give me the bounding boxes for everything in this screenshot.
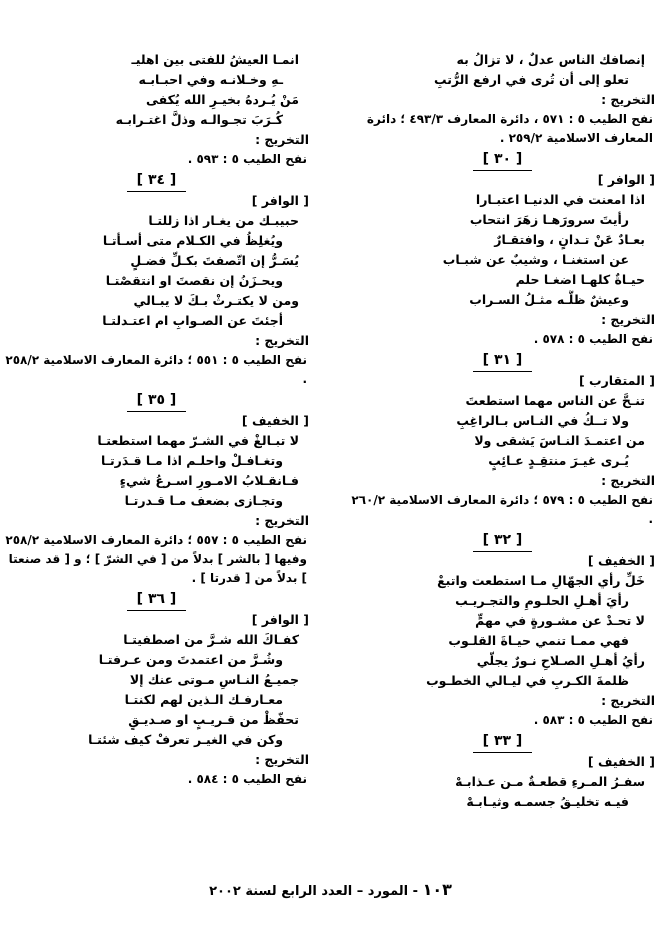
source-citation: نفح الطيب ٥ : ٥٨٤ .: [187, 772, 307, 786]
verse-line: فيـه تخليـقُ جسمـه وثيـابـهْ: [466, 794, 629, 809]
source-citation: نفح الطيب ٥ : ٥٨٣ .: [533, 713, 653, 727]
verse-line: ولا تــكُ في النـاس بـالراغِبِ: [456, 413, 629, 428]
source-citation: نفح الطيب ٥ : ٥٧٩ ؛ دائرة المعارف الاسلامية ٢٦٠/٢ .: [351, 493, 653, 526]
verse-line: تنـحَّ عن الناس مهما استطعتَ: [465, 393, 645, 408]
takhrij-label: التخريج :: [255, 513, 309, 528]
poem-number-33: [ ٣٣ ]: [350, 730, 655, 752]
takhrij-label: التخريج :: [255, 752, 309, 767]
verse-line: بعـادٌ عَنْ تـدانٍ ، وافتقـارٌ: [494, 232, 645, 247]
source-citation: نفح الطيب ٥ : ٥٧١ ، دائرة المعارف ٤٩٣/٣ ؛ دائرة المعارف الاسلامية ٢٥٩/٢ .: [366, 112, 653, 145]
verse-line: انمـا العيشُ للفتى بين اهليـ: [131, 52, 299, 67]
verse-line: رأيَ أهـلِ الحلـومِ والتجـريـب: [455, 593, 629, 608]
page-footer: [0, 880, 661, 902]
meter-label: [ الخفيف ]: [587, 754, 655, 769]
verse-line: ويحـزَنُ إن نقصتَ او انتقصْتـا: [105, 273, 283, 288]
verse-line: فهي ممـا تنمي حيـاةَ القلـوب: [448, 633, 629, 648]
verse-line: مَنْ يُـردهُ بخيـرِ الله يُكفى: [145, 92, 299, 107]
meter-label: [ الوافر ]: [597, 172, 655, 187]
verse-line: وعيشٌ ظلُّـه مثـلُ السـراب: [469, 292, 629, 307]
left-column: [4, 50, 309, 789]
verse-line: ومن لا يكتـرثْ بـكَ لا يبـالي: [133, 293, 299, 308]
verse-line: سفـرُ المـرءِ قطعـةٌ مـن عـذابـهْ: [455, 774, 645, 789]
verse-line: فـانقـلابُ الامـورِ اسـرعُ شيءٍ: [119, 473, 299, 488]
poem-number-32: [ ٣٢ ]: [350, 529, 655, 551]
verse-line: إنصافك الناس عدلٌ ، لا تزالُ به: [456, 52, 645, 67]
verse-line: خَلِّ رأي الجهّالِ مـا استطعت واتبعْ: [437, 573, 645, 588]
takhrij-label: التخريج :: [601, 312, 655, 327]
source-citation: نفح الطيب ٥ : ٥٩٣ .: [187, 152, 307, 166]
right-column: [350, 50, 655, 812]
source-citation: نفح الطيب ٥ : ٥٥٧ ؛ دائرة المعارف الاسلامية ٢٥٨/٢ وفيها [ بالشر ] بدلاً من [ في الشرّ ] ؛ و [ قد صنعتا ] بدلاً من [ قدرتا ] .: [5, 533, 307, 585]
poem-number-30: [ ٣٠ ]: [350, 148, 655, 170]
verse-line: اذا امعنت في الدنيـا اعتبـارا: [475, 192, 645, 207]
verse-line: رأيُ أهـلِ الصـلاحِ نـورٌ يجلّي: [476, 653, 645, 668]
verse-line: حبيبـك من يغـار اذا زللتـا: [148, 213, 299, 228]
journal-name: المورد – العدد الرابع لسنة ٢٠٠٢: [209, 884, 409, 899]
meter-label: [ المتقارب ]: [578, 373, 655, 388]
verse-line: وتجـازى بضعف مـا قـدرتـا: [124, 493, 283, 508]
verse-line: لا تحـدْ عن مشـورةٍ في مهمٍّ: [475, 613, 645, 628]
verse-line: يُـرى غيـرَ منتقِـدٍ عـائِبٍ: [488, 453, 629, 468]
verse-line: ظلمةَ الكـربِ في ليـالي الخطـوب: [426, 673, 629, 688]
takhrij-label: التخريج :: [601, 473, 655, 488]
verse-line: تحفّظْ من قـريـبٍ او صـديـقٍ: [128, 712, 299, 727]
verse-line: رأيتَ سرورَهـا زهَرَ انتحاب: [469, 212, 629, 227]
page-number: ١٠٣: [422, 880, 452, 899]
meter-label: [ الوافر ]: [251, 612, 309, 627]
takhrij-label: التخريج :: [255, 333, 309, 348]
meter-label: [ الوافر ]: [251, 193, 309, 208]
verse-line: ـهِ وخـلانـه وفي احبـابـه: [138, 72, 283, 87]
verse-line: أجئتَ عن الصـوابِ ام اعتـدلتـا: [102, 313, 283, 328]
poem-number-35: [ ٣٥ ]: [4, 389, 309, 411]
verse-line: من اعتمـدَ النـاسَ يَشقى ولا: [474, 433, 645, 448]
verse-line: حيـاةٌ كلهـا اضغـا حلم: [515, 272, 645, 287]
source-citation: نفح الطيب ٥ : ٥٧٨ .: [533, 332, 653, 346]
poem-number-31: [ ٣١ ]: [350, 349, 655, 371]
verse-line: عن استغنـا ، وشيبٌ عن شبـاب: [442, 252, 629, 267]
verse-line: كُـرَبَ تجـوالـه وذلَّ اغتـرابـه: [115, 112, 283, 127]
takhrij-label: التخريج :: [255, 132, 309, 147]
meter-label: [ الخفيف ]: [241, 413, 309, 428]
source-citation: نفح الطيب ٥ : ٥٥١ ؛ دائرة المعارف الاسلامية ٢٥٨/٢ .: [5, 353, 307, 386]
verse-line: يُسَـرُّ إن اتّصفتَ بكـلِّ فضـلٍ: [130, 253, 299, 268]
takhrij-label: التخريج :: [601, 92, 655, 107]
verse-line: وتغـافـلْ واحلـم اذا مـا قـدَرتـا: [101, 453, 283, 468]
verse-line: وكن في الغيـر تعرفْ كيف شئتـا: [88, 732, 283, 747]
verse-line: ويُغلِظُ في الكـلام متى أسـأتـا: [102, 233, 283, 248]
verse-line: جميـعُ النـاسِ مـوتى عنك إلا: [129, 672, 299, 687]
poem-number-34: [ ٣٤ ]: [4, 169, 309, 191]
footer-dash: -: [408, 884, 419, 899]
verse-line: معـارفـك الـذين لهم لكنتـا: [124, 692, 283, 707]
meter-label: [ الخفيف ]: [587, 553, 655, 568]
poem-number-36: [ ٣٦ ]: [4, 588, 309, 610]
verse-line: كفـاكَ الله شـرَّ من اصطفيتـا: [123, 632, 299, 647]
verse-line: وشُـرَّ من اعتمدتَ ومن عـرفتـا: [98, 652, 283, 667]
verse-line: لا تبـالغْ في الشـرّ مهما استطعتـا: [97, 433, 299, 448]
verse-line: تعلو إلى أن تُرى في ارفع الرُّتبِ: [433, 72, 629, 87]
takhrij-label: التخريج :: [601, 693, 655, 708]
